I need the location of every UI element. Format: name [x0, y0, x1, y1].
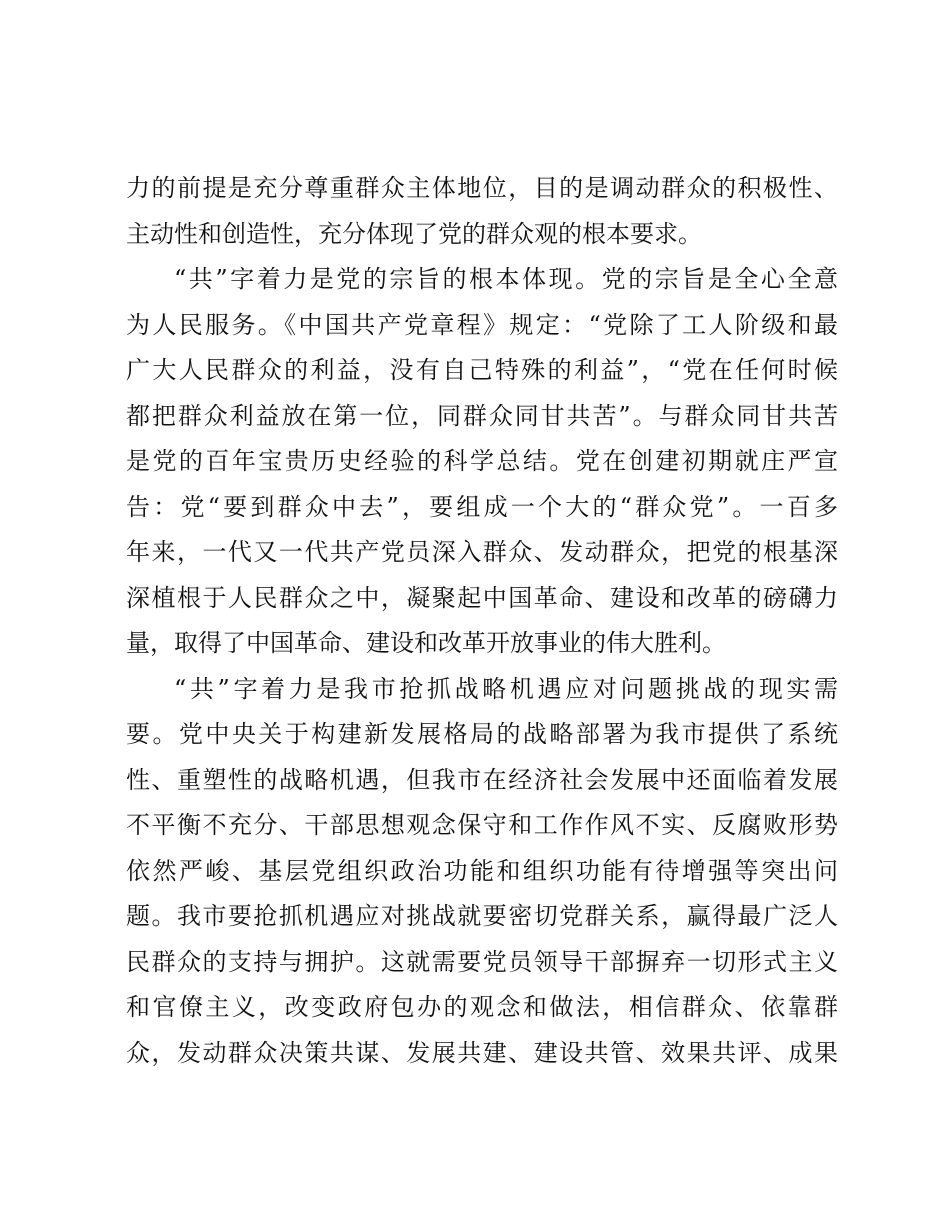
body-text [126, 166, 838, 1076]
text-line: 依然严峻、基层党组织政治功能和组织功能有待增强等突出问 [126, 856, 838, 885]
text-line: 广大人民群众的利益，没有自己特殊的利益”，“党在任何时候 [126, 356, 838, 384]
text-line: 众，发动群众决策共谋、发展共建、建设共管、效果共评、成果 [126, 1038, 838, 1067]
text-line: “共”字着力是我市抢抓战略机遇应对问题挑战的现实需 [174, 674, 838, 703]
text-line: 民群众的支持与拥护。这就需要党员领导干部摒弃一切形式主义 [126, 947, 838, 976]
text-line: 不平衡不充分、干部思想观念保守和工作作风不实、反腐败形势 [126, 811, 838, 839]
text-line: 要。党中央关于构建新发展格局的战略部署为我市提供了系统 [126, 720, 838, 748]
text-line: “共”字着力是党的宗旨的根本体现。党的宗旨是全心全意 [174, 265, 838, 293]
text-line: 性、重塑性的战略机遇，但我市在经济社会发展中还面临着发展 [126, 765, 838, 794]
text-line: 告：党“要到群众中去”，要组成一个大的“群众党”。一百多 [126, 492, 838, 521]
text-line: 深植根于人民群众之中，凝聚起中国革命、建设和改革的磅礴力 [126, 583, 838, 612]
text-line: 主动性和创造性，充分体现了党的群众观的根本要求。 [126, 219, 702, 248]
text-line: 量，取得了中国革命、建设和改革开放事业的伟大胜利。 [126, 629, 726, 657]
text-line: 为人民服务。《中国共产党章程》规定：“党除了工人阶级和最 [126, 310, 838, 339]
text-line: 力的前提是充分尊重群众主体地位，目的是调动群众的积极性、 [126, 174, 838, 202]
text-line: 年来，一代又一代共产党员深入群众、发动群众，把党的根基深 [126, 538, 838, 566]
text-line: 是党的百年宝贵历史经验的科学总结。党在创建初期就庄严宣 [126, 447, 838, 475]
text-line: 和官僚主义，改变政府包办的观念和做法，相信群众、依靠群 [126, 993, 838, 1021]
text-line: 都把群众利益放在第一位，同群众同甘共苦”。与群众同甘共苦 [126, 401, 838, 430]
text-line: 题。我市要抢抓机遇应对挑战就要密切党群关系，赢得最广泛人 [126, 902, 838, 930]
